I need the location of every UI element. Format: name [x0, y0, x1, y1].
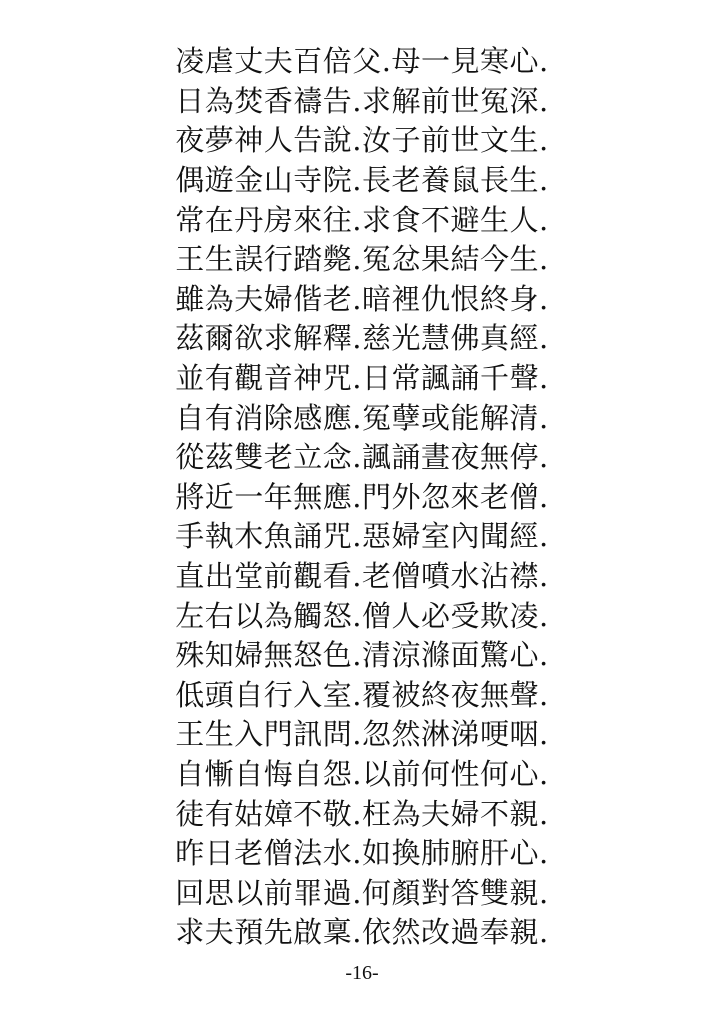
verse-text: 凌虐丈夫百倍父.母一見寒心.	[175, 44, 549, 79]
verse-text: 從茲雙老立念.諷誦晝夜無停.	[175, 440, 549, 475]
verse-text: 王生入門訊問.忽然淋涕哽咽.	[175, 717, 549, 752]
verse-text: 將近一年無應.門外忽來老僧.	[175, 479, 549, 514]
verse-line	[0, 396, 724, 436]
page-number: -16-	[345, 962, 379, 984]
verse-text: 左右以為觸怒.僧人必受欺凌.	[175, 598, 549, 633]
verse-line	[0, 119, 724, 159]
verse-text: 昨日老僧法水.如換肺腑肝心.	[175, 836, 549, 871]
verse-text: 徒有姑嫜不敬.枉為夫婦不親.	[175, 796, 549, 831]
verse-text: 直出堂前觀看.老僧噴水沾襟.	[175, 559, 549, 594]
verse-line	[0, 40, 724, 80]
verse-line	[0, 555, 724, 595]
verse-line	[0, 515, 724, 555]
verse-line	[0, 159, 724, 199]
verse-text: 夜夢神人告說.汝子前世文生.	[175, 123, 549, 158]
verse-line	[0, 713, 724, 753]
verse-text: 日為焚香禱告.求解前世冤深.	[175, 83, 549, 118]
verse-line	[0, 871, 724, 911]
verse-line	[0, 911, 724, 951]
verse-text: 王生誤行踏斃.冤忿果結今生.	[175, 242, 549, 277]
verse-text: 殊知婦無怒色.清涼滌面驚心.	[175, 638, 549, 673]
verse-body	[0, 40, 724, 951]
verse-text: 回思以前罪過.何顏對答雙親.	[175, 875, 549, 910]
verse-text: 自慚自悔自怨.以前何性何心.	[175, 756, 549, 791]
verse-line	[0, 792, 724, 832]
verse-line	[0, 436, 724, 476]
verse-line	[0, 594, 724, 634]
verse-line	[0, 317, 724, 357]
verse-line	[0, 198, 724, 238]
verse-line	[0, 634, 724, 674]
verse-line	[0, 80, 724, 120]
verse-text: 自有消除感應.冤孽或能解清.	[175, 400, 549, 435]
verse-line	[0, 674, 724, 714]
verse-line	[0, 357, 724, 397]
verse-line	[0, 753, 724, 793]
verse-line	[0, 278, 724, 318]
verse-text: 求夫預先啟稟.依然改過奉親.	[175, 915, 549, 950]
verse-line	[0, 832, 724, 872]
verse-text: 偶遊金山寺院.長老養鼠長生.	[175, 163, 549, 198]
verse-line	[0, 476, 724, 516]
verse-text: 茲爾欲求解釋.慈光慧佛真經.	[175, 321, 549, 356]
verse-text: 手執木魚誦咒.惡婦室內聞經.	[175, 519, 549, 554]
verse-line	[0, 238, 724, 278]
verse-text: 低頭自行入室.覆被終夜無聲.	[175, 677, 549, 712]
verse-text: 雖為夫婦偕老.暗裡仇恨終身.	[175, 281, 549, 316]
verse-text: 常在丹房來往.求食不避生人.	[175, 202, 549, 237]
verse-text: 並有觀音神咒.日常諷誦千聲.	[175, 361, 549, 396]
